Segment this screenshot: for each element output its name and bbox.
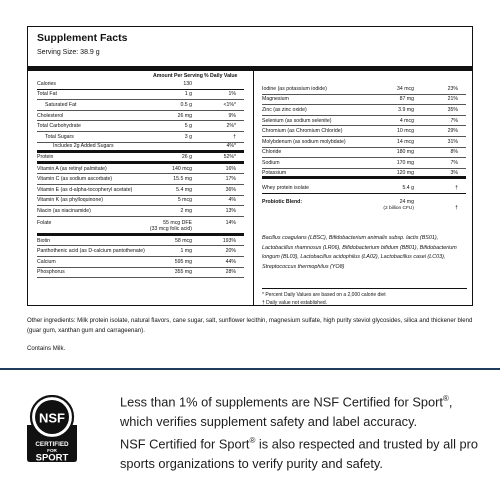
nutrient-daily-value: 4%*: [226, 143, 236, 150]
nutrient-label: Chromium (as Chromium Chloride): [262, 128, 343, 135]
nutrient-row: [262, 116, 466, 127]
nutrient-row: [37, 196, 244, 207]
nutrient-label: Total Carbohydrate: [37, 123, 81, 130]
nutrient-label: Phosphorus: [37, 269, 65, 276]
nutrient-row: [262, 183, 466, 194]
nutrient-amount: 26 g: [181, 153, 192, 160]
registered-mark: ®: [249, 436, 256, 446]
nutrient-amount: 180 mg: [396, 149, 414, 156]
nutrient-daily-value: 20%: [225, 248, 236, 255]
other-ingredients: Other ingredients: Milk protein isolate, natural flavors, cane sugar, salt, sunflower lecithin, magnesium sulfate, high purity steviol glycosides, silica and thickener blend (guar gum, xanthan gum and carrageenan).: [27, 317, 473, 334]
allergen-statement: Contains Milk.: [27, 345, 66, 352]
nutrient-amount: 5.4 mg: [176, 186, 192, 193]
nutrient-daily-value: 3%: [450, 169, 458, 176]
nutrient-label: Sodium: [262, 159, 280, 166]
column-divider: [253, 71, 254, 305]
nsf-line2-pre: NSF Certified for Sport: [120, 436, 250, 452]
nutrient-amount: 4 mcg: [399, 117, 414, 124]
nutrient-daily-value: 28%: [225, 269, 236, 276]
footnote-dv: * Percent Daily Values are based on a 2,000 calorie diet: [262, 292, 386, 298]
right-nutrient-table: [262, 84, 466, 212]
nutrient-row: [262, 84, 466, 95]
nutrient-daily-value: 52%*: [223, 153, 236, 160]
nutrient-daily-value: 21%: [447, 96, 458, 103]
nutrient-amount: 595 mg: [174, 258, 192, 265]
probiotic-label: Probiotic Blend:: [262, 198, 303, 205]
probiotic-daily-value: †: [455, 204, 458, 211]
nutrient-daily-value: 2%*: [226, 123, 236, 130]
nutrient-daily-value: <1%*: [223, 101, 236, 108]
nutrient-row: [37, 206, 244, 217]
nutrient-row: [262, 105, 466, 116]
nutrient-label: Calcium: [37, 258, 56, 265]
nutrient-daily-value: 16%: [225, 165, 236, 172]
nutrient-amount: 5 g: [184, 123, 192, 130]
nutrient-row: [37, 268, 244, 279]
nutrient-row: [37, 164, 244, 175]
probiotic-strains: Bacillus coagulans (LBSC), Bifidobacterium animalis subsp. lactis (BS01), Lactobacillus rhamnosus (LR06), Bifidobacterium bifidum (BB01), Bifidobacterium longum (BL03), Lactobacillus acidophilus (LA02), Lactobacillus casei (LC03), Streptococcus thermophilus (YO8): [262, 235, 457, 270]
serving-size: Serving Size: 38.9 g: [37, 49, 100, 56]
nutrient-amount: 355 mg: [174, 269, 192, 276]
nutrient-amount: 3.9 mg: [398, 106, 414, 113]
nutrient-daily-value: 36%: [225, 186, 236, 193]
probiotic-row: [262, 194, 466, 212]
nutrient-daily-value: 23%: [447, 85, 458, 92]
nutrient-daily-value: 7%: [450, 159, 458, 166]
probiotic-cfu: (2 billion CFU): [383, 205, 414, 211]
nutrient-row: [37, 90, 244, 101]
nutrient-row: [262, 169, 466, 180]
nutrient-label: Niacin (as niacinamide): [37, 207, 91, 214]
nutrient-row: [37, 185, 244, 196]
nutrient-amount: 120 mg: [396, 169, 414, 176]
nutrient-label: Biotin: [37, 237, 50, 244]
footnote-dagger: † Daily value not established.: [262, 300, 328, 306]
nutrient-amount: 3 g: [184, 133, 192, 140]
nutrient-row: [262, 126, 466, 137]
nutrient-label: Zinc (as zinc oxide): [262, 106, 307, 113]
nutrient-label: Cholesterol: [37, 112, 64, 119]
nutrient-amount: 5 mcg: [177, 197, 192, 204]
nutrient-row: [262, 158, 466, 169]
nutrient-amount: 130: [183, 80, 192, 87]
nutrient-label: Whey protein isolate: [262, 185, 309, 192]
nsf-badge-sport: SPORT: [35, 452, 69, 463]
nutrient-daily-value: 9%: [228, 112, 236, 119]
nutrient-sub-amount: (33 mcg folic acid): [149, 225, 192, 232]
nutrient-label: Vitamin E (as d-alpha-tocopheryl acetate): [37, 186, 133, 193]
nutrient-amount: 5.4 g: [402, 185, 414, 192]
section-divider: [0, 368, 500, 370]
nutrient-daily-value: 31%: [447, 138, 458, 145]
facts-title: Supplement Facts: [37, 32, 128, 44]
nutrient-daily-value: 193%: [222, 237, 236, 244]
nsf-line1-post: , which verifies supplement safety and label accuracy.: [120, 394, 453, 429]
nutrient-daily-value: 8%: [450, 149, 458, 156]
nutrient-amount: 15.5 mg: [173, 176, 192, 183]
nutrient-row: [37, 236, 244, 247]
nutrient-row: [262, 95, 466, 106]
probiotic-amount: 24 mg: [399, 198, 414, 205]
nutrient-row: [37, 143, 244, 154]
nutrient-row: [37, 100, 244, 111]
nutrient-label: Protein: [37, 153, 54, 160]
nutrient-amount: 0.5 g: [180, 101, 192, 108]
nutrient-label: Chloride: [262, 149, 282, 156]
nutrient-amount: 34 mcg: [396, 85, 414, 92]
nsf-certified-sport-badge: [24, 395, 80, 463]
nutrient-label: Iodine (as potassium iodide): [262, 85, 327, 92]
nutrient-daily-value: 17%: [225, 176, 236, 183]
nutrient-daily-value: 44%: [225, 258, 236, 265]
nutrient-amount: 1 g: [184, 91, 192, 98]
nsf-description: [120, 389, 480, 474]
nutrient-amount: 87 mg: [399, 96, 414, 103]
nsf-badge-for: FOR: [47, 448, 57, 453]
nutrient-daily-value: 29%: [447, 128, 458, 135]
dv-header-left: % Daily Value: [204, 73, 238, 79]
amount-header-left: Amount Per Serving: [153, 73, 203, 79]
left-nutrient-table: [37, 79, 244, 278]
nutrient-row: [37, 111, 244, 122]
nutrient-label: Vitamin K (as phylloquinone): [37, 197, 103, 204]
nutrient-daily-value: 4%: [228, 197, 236, 204]
nutrient-row: [262, 137, 466, 148]
nutrient-label: Saturated Fat: [45, 101, 77, 108]
nutrient-daily-value: 1%: [228, 91, 236, 98]
nutrient-label: Vitamin A (as retinyl palmitate): [37, 165, 107, 172]
nutrient-amount: 140 mcg: [172, 165, 192, 172]
nutrient-row: [37, 257, 244, 268]
nutrient-amount: 14 mcg: [396, 138, 414, 145]
nutrient-amount: 55 mcg DFE: [163, 219, 192, 226]
nutrient-row: [37, 79, 244, 90]
nutrient-amount: 10 mcg: [396, 128, 414, 135]
nutrient-label: Calories: [37, 80, 57, 87]
nutrient-daily-value: 13%: [225, 207, 236, 214]
nutrient-amount: 170 mg: [396, 159, 414, 166]
nutrient-row: [37, 246, 244, 257]
nutrient-amount: 1 mg: [180, 248, 192, 255]
nsf-badge-certified: CERTIFIED: [35, 441, 69, 448]
nutrient-label: Potassium: [262, 169, 287, 176]
nutrient-row: [37, 121, 244, 132]
nutrient-label: Folate: [37, 219, 52, 226]
nutrient-label: Magnesium: [262, 96, 289, 103]
nutrient-row: [262, 148, 466, 159]
nutrient-amount: 2 mg: [180, 207, 192, 214]
nutrient-label: Panthothenic acid (as D-calcium pantothenate): [37, 248, 145, 255]
nutrient-daily-value: 14%: [225, 219, 236, 226]
nsf-line1-pre: Less than 1% of supplements are NSF Certified for Sport: [120, 394, 443, 410]
nutrient-label: Selenium (as sodium selenite): [262, 117, 332, 124]
nutrient-label: Vitamin C (as sodium ascorbate): [37, 176, 113, 183]
nutrient-amount: 26 mg: [177, 112, 192, 119]
nutrient-daily-value: †: [233, 133, 236, 140]
nutrient-row: [37, 217, 244, 236]
footnote-rule: [262, 288, 467, 289]
nutrient-row: [37, 132, 244, 143]
nutrient-amount: 58 mcg: [174, 237, 192, 244]
nutrient-label: Total Sugars: [45, 133, 74, 140]
nutrient-row: [37, 153, 244, 164]
nutrient-label: Total Fat: [37, 91, 57, 98]
supplement-facts-panel: [27, 26, 473, 306]
nutrient-label: Includes 2g Added Sugars: [53, 143, 114, 150]
nutrient-label: Molybdenum (as sodium molybdate): [262, 138, 346, 145]
nutrient-daily-value: 35%: [447, 106, 458, 113]
nsf-line2-post: is also respected and trusted by all pro sports organizations to verify purity and safety.: [120, 436, 478, 472]
nutrient-daily-value: 7%: [450, 117, 458, 124]
registered-mark: ®: [442, 394, 449, 403]
header-rule: [28, 66, 472, 71]
nsf-badge-label: NSF: [39, 410, 65, 426]
nutrient-row: [37, 174, 244, 185]
nutrient-daily-value: †: [455, 185, 458, 192]
